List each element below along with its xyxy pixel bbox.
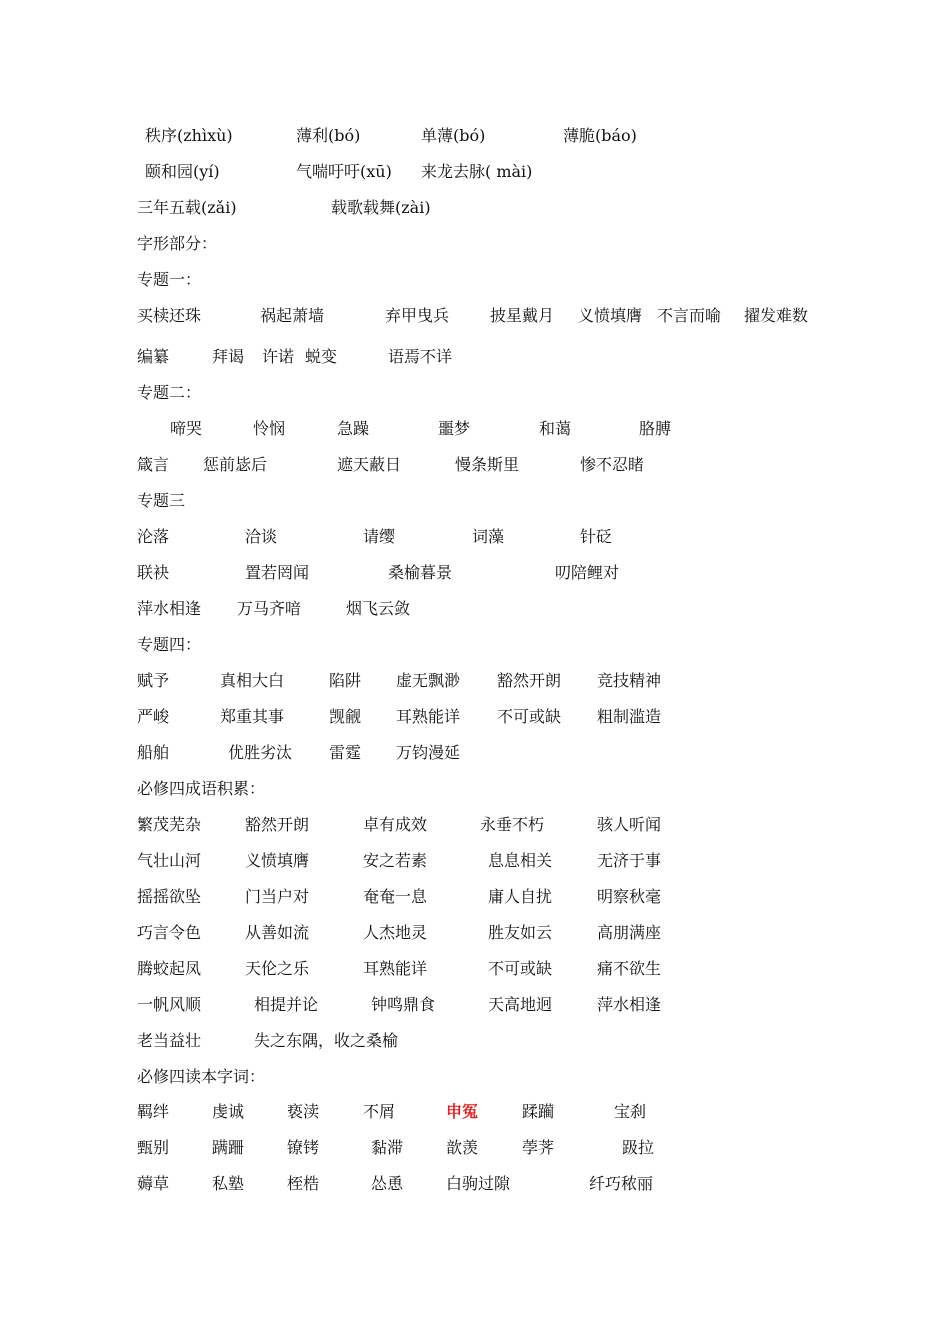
topic2-row-2 [0, 452, 950, 478]
word: 赋予 [137, 671, 170, 690]
word: 陷阱 [329, 671, 362, 690]
word: 惩前毖后 [203, 455, 268, 474]
word: 烟飞云敛 [346, 599, 411, 618]
word: 披星戴月 [490, 306, 555, 325]
section-heading: 字形部分： [137, 234, 218, 253]
idiom: 不可或缺 [488, 959, 553, 978]
word: 荸荠 [522, 1138, 555, 1157]
heading-topic4-line [0, 632, 950, 658]
idiom: 骇人听闻 [597, 815, 662, 834]
pinyin-row-3 [0, 195, 950, 221]
idiom: 摇摇欲坠 [137, 887, 202, 906]
idiom: 钟鸣鼎食 [371, 995, 436, 1014]
heading-textbook-line [0, 1064, 950, 1090]
idiom: 腾蛟起凤 [137, 959, 202, 978]
word: 叨陪鲤对 [555, 563, 620, 582]
word: 镣铐 [287, 1138, 320, 1157]
word: 胳膊 [639, 419, 672, 438]
pinyin-row-2 [0, 159, 950, 185]
word: 祸起萧墙 [260, 306, 325, 325]
pinyin-entry: 颐和园(yí) [145, 162, 220, 181]
pinyin-entry: 薄利(bó) [296, 126, 361, 145]
word: 甄别 [137, 1138, 170, 1157]
topic3-row-1 [0, 524, 950, 550]
section-heading: 专题四： [137, 635, 202, 654]
idiom: 奄奄一息 [363, 887, 428, 906]
heading-topic3-line [0, 488, 950, 514]
word: 语焉不详 [388, 347, 453, 366]
idiom: 高朋满座 [597, 923, 662, 942]
idiom: 巧言令色 [137, 923, 202, 942]
word: 联袂 [137, 563, 170, 582]
idiom: 萍水相逢 [597, 995, 662, 1014]
idiom: 义愤填膺 [245, 851, 310, 870]
idiom: 明察秋毫 [597, 887, 662, 906]
word: 蹒跚 [212, 1138, 245, 1157]
idioms-row-6 [0, 992, 950, 1018]
word: 趿拉 [622, 1138, 655, 1157]
word: 桎梏 [287, 1174, 320, 1193]
word: 遮天蔽日 [337, 455, 402, 474]
word: 薅草 [137, 1174, 170, 1193]
section-heading: 必修四成语积累： [137, 779, 266, 798]
word: 买椟还珠 [137, 306, 202, 325]
word: 虔诚 [212, 1102, 245, 1121]
word: 怂恿 [371, 1174, 404, 1193]
heading-topic1-line [0, 267, 950, 293]
textbook-row-1 [0, 1099, 950, 1125]
pinyin-entry: 气喘吁吁(xū) [296, 162, 392, 181]
idiom: 人杰地灵 [363, 923, 428, 942]
idiom: 相提并论 [254, 995, 319, 1014]
word: 惨不忍睹 [580, 455, 645, 474]
word: 桑榆暮景 [388, 563, 453, 582]
topic1-row-2 [0, 344, 950, 370]
word: 噩梦 [438, 419, 471, 438]
word: 宝刹 [614, 1102, 647, 1121]
section-heading: 专题一： [137, 270, 202, 289]
word: 蜕变 [305, 347, 338, 366]
pinyin-entry: 来龙去脉( mài) [421, 162, 533, 181]
idiom: 胜友如云 [488, 923, 553, 942]
word: 洽谈 [245, 527, 278, 546]
idioms-row-3 [0, 884, 950, 910]
idiom: 耳熟能详 [363, 959, 428, 978]
word: 不屑 [363, 1102, 396, 1121]
word: 不言而喻 [657, 306, 722, 325]
pinyin-entry: 单薄(bó) [421, 126, 486, 145]
pinyin-entry: 秩序(zhìxù) [145, 126, 233, 145]
idioms-row-5 [0, 956, 950, 982]
idiom: 从善如流 [245, 923, 310, 942]
word: 黏滞 [371, 1138, 404, 1157]
word: 雷霆 [329, 743, 362, 762]
pinyin-entry: 三年五载(zǎi) [137, 198, 237, 217]
word: 不可或缺 [497, 707, 562, 726]
word: 沦落 [137, 527, 170, 546]
idiom: 一帆风顺 [137, 995, 202, 1014]
idiom: 无济于事 [597, 851, 662, 870]
word: 羁绊 [137, 1102, 170, 1121]
idiom: 卓有成效 [363, 815, 428, 834]
word: 严峻 [137, 707, 170, 726]
section-heading: 必修四读本字词： [137, 1067, 266, 1086]
word: 慢条斯里 [455, 455, 520, 474]
idiom: 息息相关 [488, 851, 553, 870]
word: 弃甲曳兵 [385, 306, 450, 325]
word: 怜悯 [253, 419, 286, 438]
word: 私塾 [212, 1174, 245, 1193]
word: 蹂躏 [522, 1102, 555, 1121]
word: 拜谒 [212, 347, 245, 366]
idiom: 天高地迥 [488, 995, 553, 1014]
heading-idioms-line [0, 776, 950, 802]
word: 耳熟能详 [396, 707, 461, 726]
word: 纤巧秾丽 [589, 1174, 654, 1193]
idioms-row-7 [0, 1028, 950, 1054]
word: 郑重其事 [220, 707, 285, 726]
topic4-row-3 [0, 740, 950, 766]
topic2-row-1 [0, 416, 950, 442]
idiom: 痛不欲生 [597, 959, 662, 978]
word: 觊觎 [329, 707, 362, 726]
topic4-row-1 [0, 668, 950, 694]
word: 豁然开朗 [497, 671, 562, 690]
word: 优胜劣汰 [228, 743, 293, 762]
word: 擢发难数 [744, 306, 809, 325]
word: 歆羡 [446, 1138, 479, 1157]
word: 万钧漫延 [396, 743, 461, 762]
idioms-row-4 [0, 920, 950, 946]
idiom: 天伦之乐 [245, 959, 310, 978]
word: 许诺 [262, 347, 295, 366]
word: 啼哭 [170, 419, 203, 438]
pinyin-row-1 [0, 123, 950, 149]
textbook-row-3 [0, 1171, 950, 1197]
idiom: 豁然开朗 [245, 815, 310, 834]
idiom: 永垂不朽 [480, 815, 545, 834]
word: 编纂 [137, 347, 170, 366]
word: 粗制滥造 [597, 707, 662, 726]
highlighted-word: 申冤 [446, 1102, 479, 1121]
word: 船舶 [137, 743, 170, 762]
topic4-row-2 [0, 704, 950, 730]
word: 亵渎 [287, 1102, 320, 1121]
pinyin-entry: 载歌载舞(zài) [331, 198, 431, 217]
word: 和蔼 [539, 419, 572, 438]
idiom: 繁茂芜杂 [137, 815, 202, 834]
word: 针砭 [580, 527, 613, 546]
word: 白驹过隙 [446, 1174, 511, 1193]
word: 虚无飘渺 [396, 671, 461, 690]
word: 萍水相逢 [137, 599, 202, 618]
topic3-row-2 [0, 560, 950, 586]
word: 箴言 [137, 455, 170, 474]
word: 竞技精神 [597, 671, 662, 690]
section-heading: 专题三 [137, 491, 186, 510]
idioms-row-1 [0, 812, 950, 838]
word: 置若罔闻 [245, 563, 310, 582]
idiom: 气壮山河 [137, 851, 202, 870]
topic1-row-1 [0, 303, 950, 329]
word: 义愤填膺 [578, 306, 643, 325]
idiom: 门当户对 [245, 887, 310, 906]
topic3-row-3 [0, 596, 950, 622]
heading-zixing-line [0, 231, 950, 257]
word: 请缨 [363, 527, 396, 546]
section-heading: 专题二： [137, 383, 202, 402]
idiom: 庸人自扰 [488, 887, 553, 906]
textbook-row-2 [0, 1135, 950, 1161]
pinyin-entry: 薄脆(báo) [563, 126, 637, 145]
heading-topic2-line [0, 380, 950, 406]
idiom: 安之若素 [363, 851, 428, 870]
word: 真相大白 [220, 671, 285, 690]
word: 万马齐喑 [237, 599, 302, 618]
idiom: 老当益壮 [137, 1031, 202, 1050]
idiom: 失之东隅，收之桑榆 [254, 1031, 399, 1050]
word: 急躁 [337, 419, 370, 438]
word: 词藻 [472, 527, 505, 546]
idioms-row-2 [0, 848, 950, 874]
